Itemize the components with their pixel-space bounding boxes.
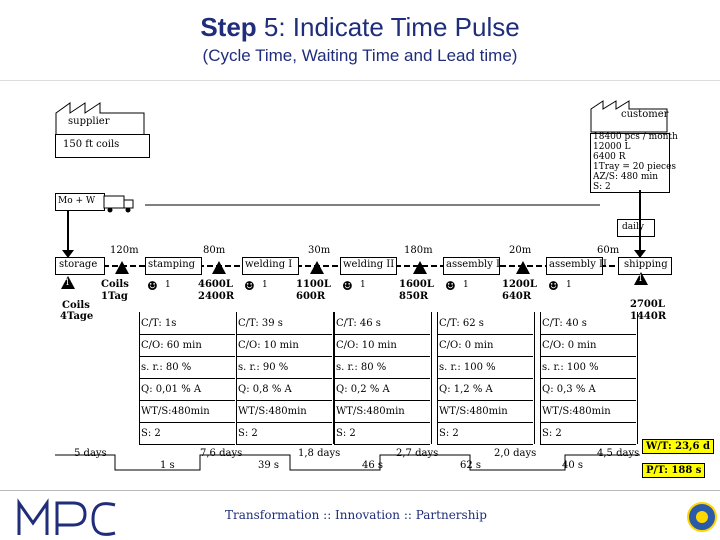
process-data-co: C/O: 10 min — [238, 340, 299, 351]
process-data-ct: C/T: 62 s — [439, 318, 484, 329]
wait-time: 2,0 days — [494, 448, 537, 459]
customer-note: S: 2 — [593, 182, 611, 192]
process-data-s: S: 2 — [439, 428, 459, 439]
operator-icon: ☻ — [244, 279, 255, 293]
cycle-time: 40 s — [562, 460, 584, 471]
process-data-s: S: 2 — [336, 428, 356, 439]
process-data-wt: WT/S:480min — [141, 406, 210, 417]
process-name: welding II — [343, 259, 395, 270]
process-data-co: C/O: 60 min — [141, 340, 202, 351]
distance-label: 20m — [509, 245, 532, 256]
storage-inventory: 4Tage — [60, 311, 94, 322]
process-data-co: C/O: 0 min — [542, 340, 597, 351]
cycle-time: 39 s — [258, 460, 280, 471]
distance-label: 60m — [597, 245, 620, 256]
process-data-sr: s. r.: 100 % — [439, 362, 496, 373]
distance-label: 180m — [404, 245, 433, 256]
operator-icon: ☻ — [548, 279, 559, 293]
operator-count: 1 — [566, 280, 572, 290]
mpc-logo-icon — [15, 497, 120, 537]
shipping-inventory: 1440R — [630, 311, 667, 322]
operator-count: 1 — [463, 280, 469, 290]
wait-time: 1,8 days — [298, 448, 341, 459]
process-data-ct: C/T: 46 s — [336, 318, 381, 329]
process-data-sr: s. r.: 100 % — [542, 362, 599, 373]
process-data-s: S: 2 — [238, 428, 258, 439]
cycle-time: 46 s — [362, 460, 384, 471]
process-name: assembly II — [549, 259, 607, 270]
process-data-q: Q: 0,8 % A — [238, 384, 292, 395]
process-data-s: S: 2 — [141, 428, 161, 439]
supplier-label: supplier — [68, 116, 110, 127]
process-data-wt: WT/S:480min — [336, 406, 405, 417]
page-title: Step 5: Indicate Time Pulse — [200, 12, 520, 42]
process-name: stamping — [148, 259, 196, 270]
inventory-before: 1200L 640R — [502, 279, 537, 302]
process-data-wt: WT/S:480min — [238, 406, 307, 417]
process-data-sr: s. r.: 90 % — [238, 362, 289, 373]
inventory-before: Coils 1Tag — [101, 279, 129, 302]
operator-count: 1 — [165, 280, 171, 290]
inventory-before: 4600L 2400R — [198, 279, 235, 302]
process-name: welding I — [245, 259, 293, 270]
process-data-s: S: 2 — [542, 428, 562, 439]
university-seal-icon — [686, 497, 718, 537]
footer-divider — [0, 490, 720, 491]
footer-tagline: Transformation :: Innovation :: Partnership — [225, 508, 487, 522]
process-data-ct: C/T: 39 s — [238, 318, 283, 329]
operator-count: 1 — [262, 280, 268, 290]
process-data-q: Q: 0,01 % A — [141, 384, 202, 395]
cycle-time: 1 s — [160, 460, 175, 471]
waiting-time-total: W/T: 23,6 d — [642, 439, 714, 454]
supplier-note: 150 ft coils — [63, 139, 120, 150]
inventory-triangle-icon: 1 — [634, 272, 648, 285]
wait-time: 5 days — [74, 448, 107, 459]
distance-label: 30m — [308, 245, 331, 256]
process-data-sr: s. r.: 80 % — [336, 362, 387, 373]
storage-inventory: Coils — [62, 300, 90, 311]
process-data-q: Q: 0,2 % A — [336, 384, 390, 395]
wait-time: 7,6 days — [200, 448, 243, 459]
customer-note: 6400 R — [593, 152, 626, 162]
operator-icon: ☻ — [147, 279, 158, 293]
customer-note: 12000 L — [593, 142, 631, 152]
process-data-co: C/O: 0 min — [439, 340, 494, 351]
wait-time: 2,7 days — [396, 448, 439, 459]
inventory-before: 1600L 850R — [399, 279, 434, 302]
process-data-ct: C/T: 40 s — [542, 318, 587, 329]
operator-icon: ☻ — [445, 279, 456, 293]
process-time-total: P/T: 188 s — [642, 463, 705, 478]
page-subtitle: (Cycle Time, Waiting Time and Lead time) — [202, 46, 518, 65]
inventory-before: 1100L 600R — [296, 279, 331, 302]
operator-count: 1 — [360, 280, 366, 290]
process-name: assembly I — [446, 259, 501, 270]
storage-label: storage — [59, 259, 98, 270]
distance-label: 120m — [110, 245, 139, 256]
customer-label: customer — [621, 109, 669, 120]
process-data-sr: s. r.: 80 % — [141, 362, 192, 373]
customer-note: 1Tray = 20 pieces — [593, 162, 677, 172]
process-data-ct: C/T: 1s — [141, 318, 177, 329]
process-data-q: Q: 0,3 % A — [542, 384, 596, 395]
wait-time: 4,5 days — [597, 448, 640, 459]
supplier-schedule: Mo + W — [58, 196, 96, 206]
process-data-q: Q: 1,2 % A — [439, 384, 493, 395]
process-data-wt: WT/S:480min — [542, 406, 611, 417]
shipping-label: shipping — [624, 259, 668, 270]
customer-note: AZ/S: 480 min — [593, 172, 659, 182]
operator-icon: ☻ — [342, 279, 353, 293]
distance-label: 80m — [203, 245, 226, 256]
customer-note: 18400 pcs / month — [593, 132, 678, 142]
process-data-co: C/O: 10 min — [336, 340, 397, 351]
cycle-time: 62 s — [460, 460, 482, 471]
shipping-inventory: 2700L — [630, 299, 665, 310]
customer-schedule: daily — [622, 222, 644, 232]
process-data-wt: WT/S:480min — [439, 406, 508, 417]
inventory-triangle-icon: 1 — [61, 276, 75, 289]
